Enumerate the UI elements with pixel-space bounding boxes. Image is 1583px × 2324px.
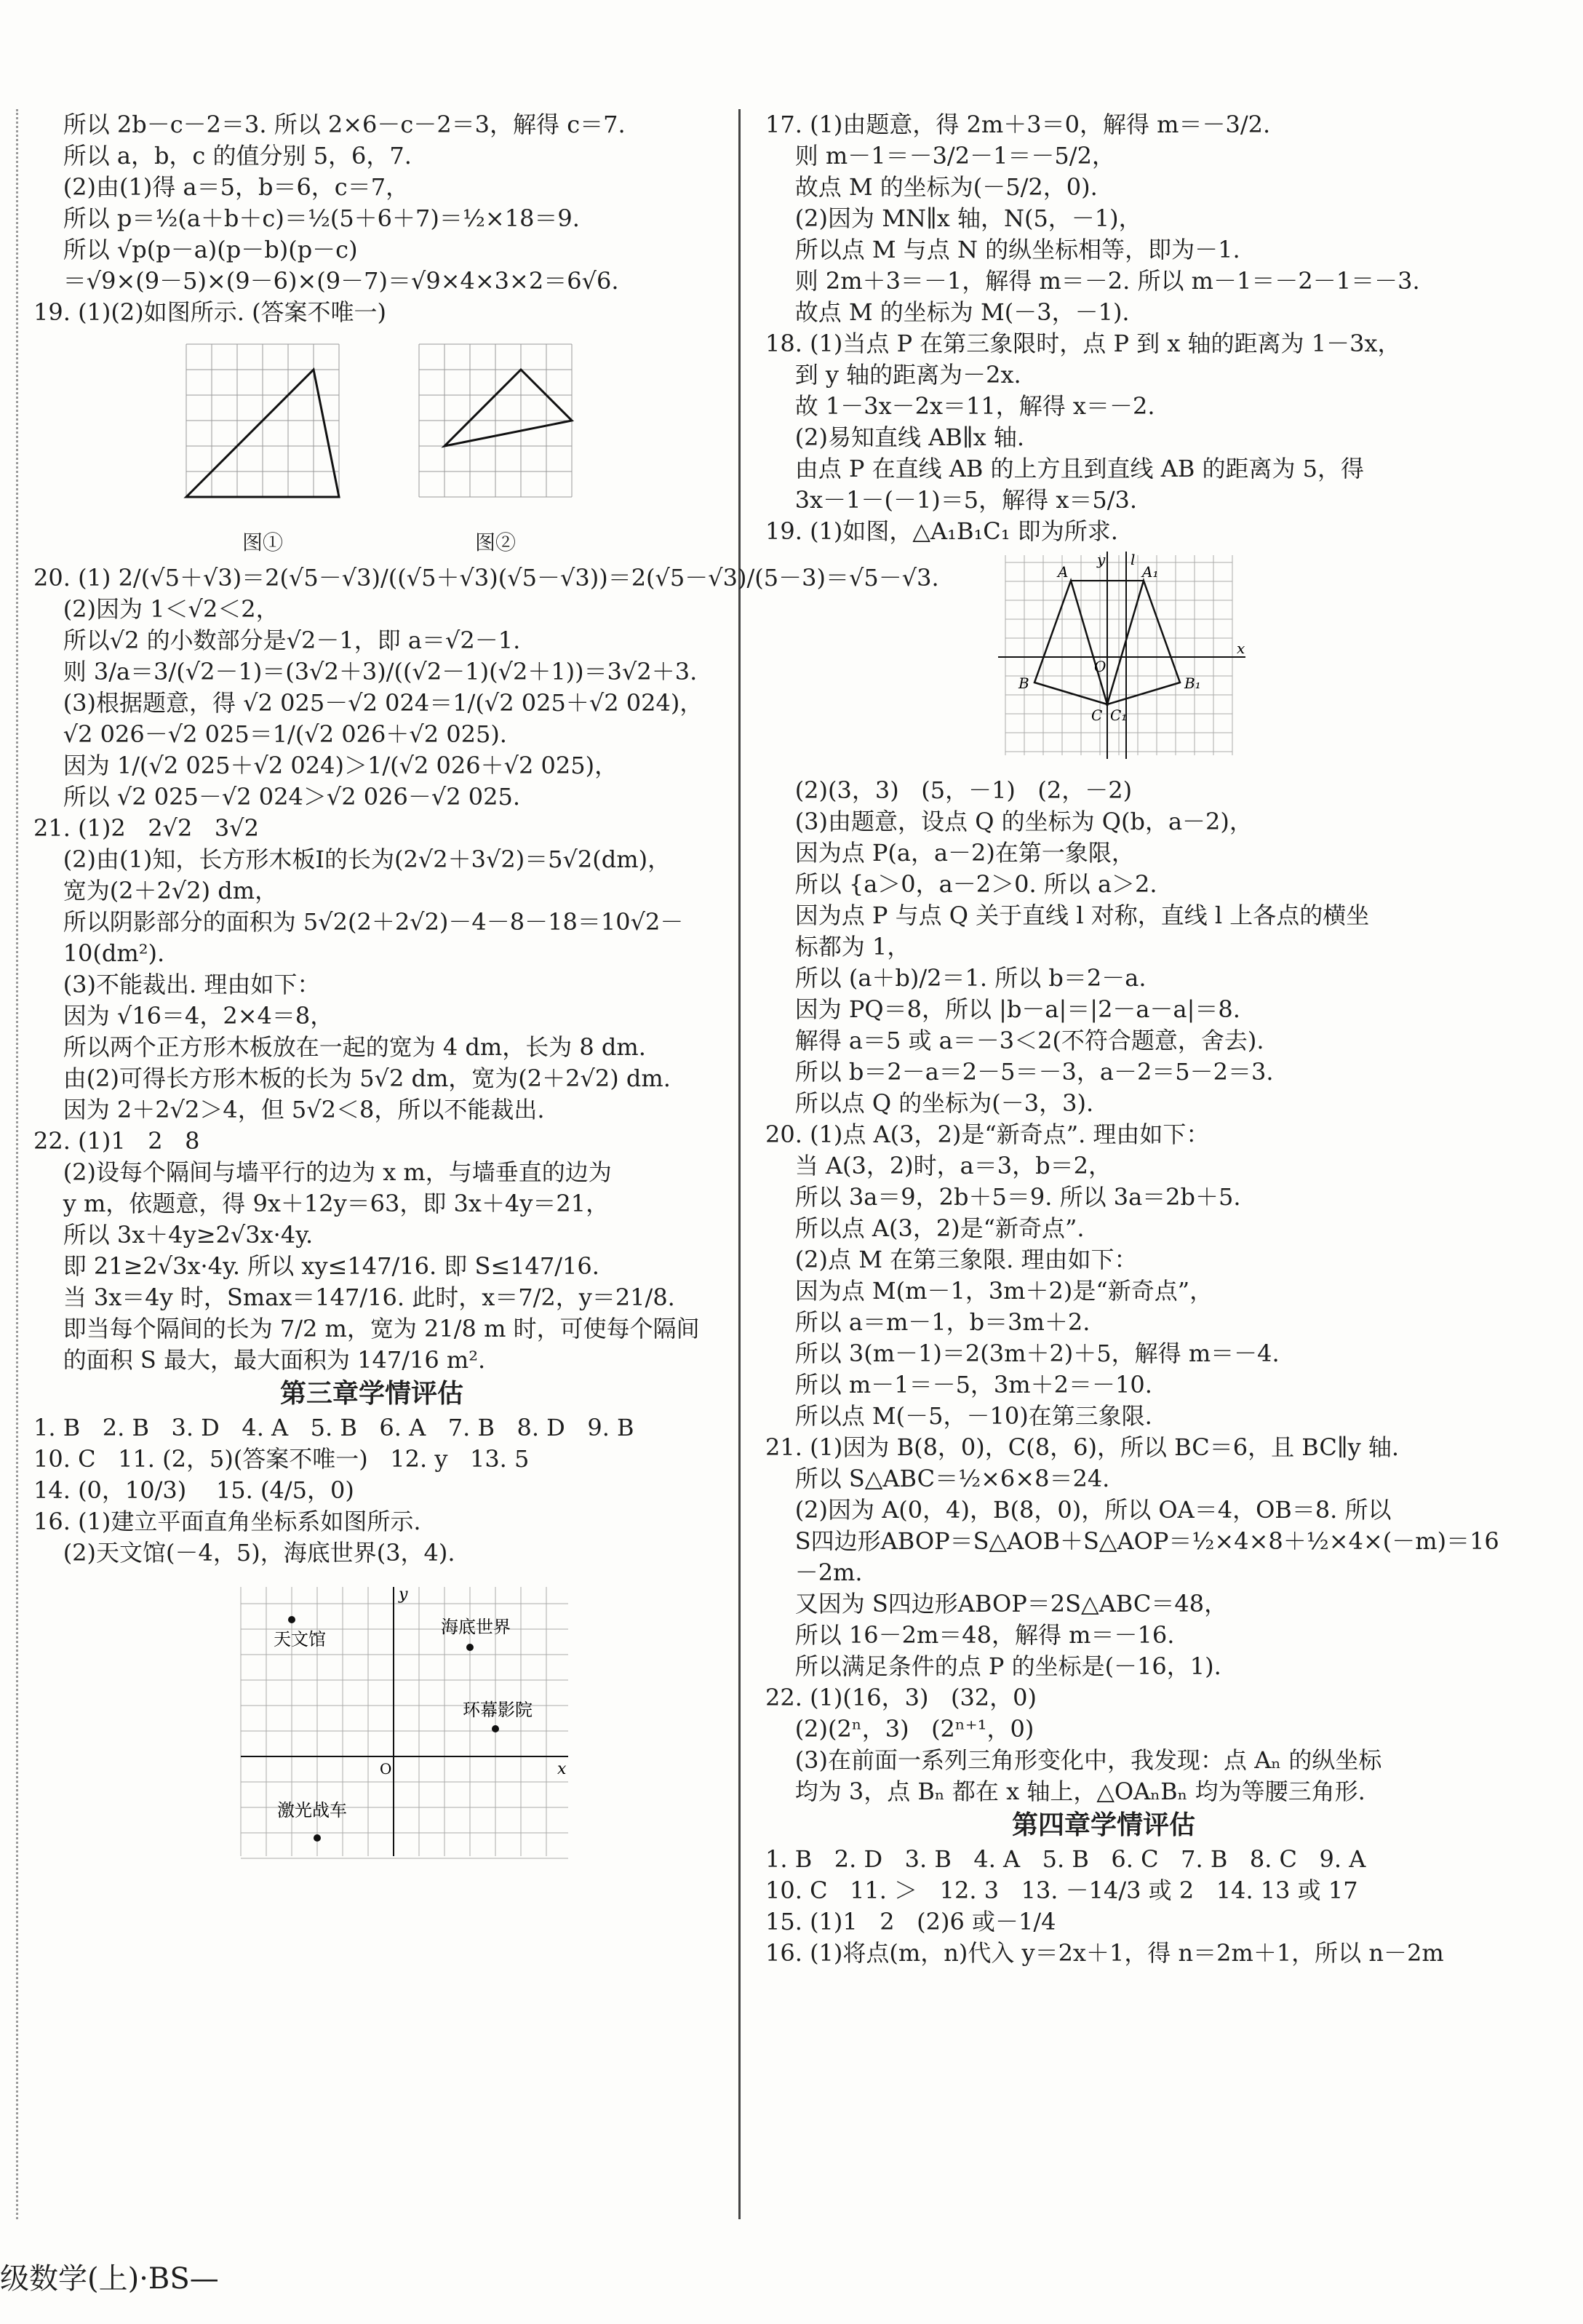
text-line: 20. (1)点 A(3，2)是“新奇点”. 理由如下： [765, 1121, 1210, 1148]
text-line: 当 3x＝4y 时，Smax＝147/16. 此时，x＝7/2，y＝21/8. [33, 1284, 675, 1311]
text-line: √2 026－√2 025＝1/(√2 026＋√2 025). [33, 720, 507, 748]
label-laser-car: 激光战车 [277, 1800, 347, 1820]
figure-19-right [765, 552, 1442, 771]
x-axis-label: x [1237, 640, 1245, 657]
symmetry-grid [998, 552, 1253, 763]
figure-19 [33, 337, 710, 558]
text-line: (2)点 M 在第三象限. 理由如下： [765, 1246, 1138, 1273]
right-column [765, 109, 1499, 1969]
text-line: 16. (1)建立平面直角坐标系如图所示. [33, 1508, 421, 1535]
text-line: (2)由(1)得 a＝5，b＝6，c＝7， [33, 173, 410, 201]
text-line: 所以 √p(p－a)(p－b)(p－c) [33, 236, 358, 263]
text-line: 则 2m＋3＝－1，解得 m＝－2. 所以 m－1＝－2－1＝－3. [765, 267, 1420, 295]
text-line: (3)由题意，设点 Q 的坐标为 Q(b，a－2)， [765, 808, 1253, 835]
label-aquarium: 海底世界 [441, 1617, 511, 1637]
text-line: S四边形ABOP＝S△AOB＋S△AOP＝½×4×8＋½×4×(－m)＝16 [765, 1527, 1499, 1555]
text-line: 15. (1)1 2 (2)6 或－1/4 [765, 1908, 1056, 1935]
text-line: (2)(3，3) (5，－1) (2，－2) [765, 776, 1133, 804]
text-line: 10. C 11. ＞ 12. 3 13. －14/3 或 2 14. 13 或 17 [765, 1877, 1358, 1904]
x-axis-label: x [557, 1760, 567, 1778]
text-line: 由(2)可得长方形木板的长为 5√2 dm，宽为(2＋2√2) dm. [33, 1064, 671, 1092]
text-line: (3)根据题意，得 √2 025－√2 024＝1/(√2 025＋√2 024)， [33, 689, 703, 717]
text-line: 又因为 S四边形ABOP＝2S△ABC＝48， [765, 1590, 1228, 1617]
text-line: 所以 p＝½(a＋b＋c)＝½(5＋6＋7)＝½×18＝9. [33, 204, 580, 232]
coordinate-map [237, 1583, 572, 1860]
text-line: 所以 S△ABC＝½×6×8＝24. [765, 1465, 1110, 1492]
text-line: 所以满足条件的点 P 的坐标是(－16，1). [765, 1652, 1221, 1680]
section-title-chapter3: 第三章学情评估 [279, 1379, 463, 1409]
text-line: 标都为 1， [765, 933, 911, 960]
text-line: 故 1－3x－2x＝11，解得 x＝－2. [765, 392, 1155, 420]
text-line: (2)天文馆(－4，5)，海底世界(3，4). [33, 1539, 455, 1567]
point-B-label: B [1018, 674, 1029, 692]
text-line: 因为 1/(√2 025＋√2 024)＞1/(√2 026＋√2 025)， [33, 752, 618, 779]
label-cinema: 环幕影院 [463, 1700, 533, 1720]
text-line: 所以 b＝2－a＝2－5＝－3，a－2＝5－2＝3. [765, 1058, 1274, 1086]
text-line: 由点 P 在直线 AB 的上方且到直线 AB 的距离为 5，得 [765, 455, 1365, 482]
text-line: 21. (1)因为 B(8，0)，C(8，6)，所以 BC＝6，且 BC∥y 轴. [765, 1433, 1400, 1461]
text-line: 故点 M 的坐标为 M(－3，－1). [765, 298, 1130, 326]
text-line: y m，依题意，得 9x＋12y＝63，即 3x＋4y＝21， [33, 1190, 610, 1217]
grid-figure-2 [412, 337, 579, 519]
text-line: 所以点 A(3，2)是“新奇点”. [765, 1214, 1085, 1242]
page-footer: 级数学(上)·BS— [0, 2262, 219, 2296]
section-title-chapter4: 第四章学情评估 [1011, 1810, 1195, 1840]
text-line: 19. (1)(2)如图所示. (答案不唯一) [33, 298, 387, 326]
text-line: 所以两个正方形木板放在一起的宽为 4 dm，长为 8 dm. [33, 1033, 646, 1061]
text-line: 则 m－1＝－3/2－1＝－5/2， [765, 142, 1115, 170]
text-line: 20. (1) 2/(√5＋√3)＝2(√5－√3)/((√5＋√3)(√5－√3))＝2(√5－√3)/(5－3)＝√5－√3. [33, 564, 939, 592]
text-line: (2)因为 1＜√2＜2， [33, 595, 279, 623]
text-line: 即当每个隔间的长为 7/2 m，宽为 21/8 m 时，可使每个隔间 [33, 1315, 700, 1342]
point-C1-label: C₁ [1110, 707, 1128, 724]
text-line: 所以阴影部分的面积为 5√2(2＋2√2)－4－8－18＝10√2－ [33, 908, 684, 936]
text-line: 14. (0，10/3) 15. (4/5，0) [33, 1476, 354, 1504]
text-line: 即 21≥2√3x·4y. 所以 xy≤147/16. 即 S≤147/16. [33, 1252, 599, 1280]
text-line: (2)因为 MN∥x 轴，N(5，－1)， [765, 204, 1142, 232]
text-line: 19. (1)如图，△A₁B₁C₁ 即为所求. [765, 517, 1118, 545]
label-observatory: 天文馆 [274, 1629, 326, 1650]
point-C-label: C [1091, 707, 1103, 724]
origin-label: O [380, 1760, 392, 1778]
text-line: 均为 3，点 Bₙ 都在 x 轴上，△OAₙBₙ 均为等腰三角形. [765, 1778, 1365, 1805]
text-line: 所以 3x＋4y≥2√3x·4y. [33, 1221, 314, 1249]
text-line: 所以 m－1＝－5，3m＋2＝－10. [765, 1371, 1152, 1398]
text-line: 因为点 P 与点 Q 关于直线 l 对称，直线 l 上各点的横坐 [765, 902, 1370, 929]
point-B1-label: B₁ [1184, 674, 1201, 692]
text-line: (3)不能裁出. 理由如下： [33, 971, 321, 998]
line-l-label: l [1131, 552, 1136, 568]
figure-caption-1: 图① [242, 530, 283, 554]
column-divider [738, 109, 741, 2219]
text-line: ＝√9×(9－5)×(9－6)×(9－7)＝√9×4×3×2＝6√6. [33, 267, 619, 295]
text-line: 所以 a＝m－1，b＝3m＋2. [765, 1308, 1090, 1336]
text-line: 所以点 M 与点 N 的纵坐标相等，即为－1. [765, 236, 1240, 263]
text-line: 21. (1)2 2√2 3√2 [33, 814, 259, 842]
text-line: 所以 3a＝9，2b＋5＝9. 所以 3a＝2b＋5. [765, 1183, 1241, 1211]
text-line: 到 y 轴的距离为－2x. [765, 361, 1021, 389]
text-line: 1. B 2. B 3. D 4. A 5. B 6. A 7. B 8. D 9. B [33, 1414, 634, 1441]
text-line: 所以点 Q 的坐标为(－3，3). [765, 1089, 1094, 1117]
text-line: (3)在前面一系列三角形变化中，我发现：点 Aₙ 的纵坐标 [765, 1746, 1382, 1774]
figure-caption-2: 图② [474, 530, 516, 554]
text-line: 16. (1)将点(m，n)代入 y＝2x＋1，得 n＝2m＋1，所以 n－2m [765, 1939, 1444, 1967]
text-line: 22. (1)(16，3) (32，0) [765, 1684, 1037, 1711]
text-line: 所以 2b－c－2＝3. 所以 2×6－c－2＝3，解得 c＝7. [33, 111, 626, 138]
text-line: 宽为(2＋2√2) dm， [33, 877, 279, 904]
binding-dotted-line [16, 109, 24, 2219]
text-line: 所以 a，b，c 的值分别 5，6，7. [33, 142, 412, 170]
figure-16 [33, 1583, 710, 1868]
origin-label: O [1094, 658, 1106, 675]
text-line: (2)易知直线 AB∥x 轴. [765, 423, 1024, 451]
text-line: 当 A(3，2)时，a＝3，b＝2， [765, 1152, 1112, 1179]
y-axis-label: y [1097, 552, 1106, 568]
text-line: 17. (1)由题意，得 2m＋3＝0，解得 m＝－3/2. [765, 111, 1271, 138]
text-line: 所以 (a＋b)/2＝1. 所以 b＝2－a. [765, 964, 1147, 992]
text-line: 18. (1)当点 P 在第三象限时，点 P 到 x 轴的距离为 1－3x， [765, 330, 1401, 357]
y-axis-label: y [399, 1585, 408, 1604]
text-line: 因为点 P(a，a－2)在第一象限， [765, 839, 1135, 867]
text-line: 因为 PQ＝8，所以 |b－a|＝|2－a－a|＝8. [765, 995, 1240, 1023]
text-line: (2)因为 A(0，4)，B(8，0)，所以 OA＝4，OB＝8. 所以 [765, 1496, 1392, 1524]
text-line: 所以点 M(－5，－10)在第三象限. [765, 1402, 1152, 1430]
text-line: (2)由(1)知，长方形木板Ⅰ的长为(2√2＋3√2)＝5√2(dm)， [33, 845, 671, 873]
text-line: (2)(2ⁿ，3) (2ⁿ⁺¹，0) [765, 1715, 1034, 1743]
text-line: 10(dm²). [33, 939, 165, 967]
text-line: 1. B 2. D 3. B 4. A 5. B 6. C 7. B 8. C 9. A [765, 1845, 1366, 1873]
text-line: 因为点 M(m－1，3m＋2)是“新奇点”， [765, 1277, 1213, 1305]
point-A1-label: A₁ [1142, 563, 1159, 581]
text-line: 22. (1)1 2 8 [33, 1127, 200, 1155]
grid-figure-1 [179, 337, 346, 519]
text-line: 所以 √2 025－√2 024＞√2 026－√2 025. [33, 783, 521, 811]
text-line: －2m. [765, 1559, 863, 1586]
text-line: (2)设每个隔间与墙平行的边为 x m，与墙垂直的边为 [33, 1158, 612, 1186]
text-line: 所以√2 的小数部分是√2－1，即 a＝√2－1. [33, 626, 521, 654]
point-A-label: A [1058, 563, 1069, 581]
text-line: 因为 2＋2√2＞4，但 5√2＜8，所以不能裁出. [33, 1096, 545, 1123]
text-line: 故点 M 的坐标为(－5/2，0). [765, 173, 1098, 201]
text-line: 因为 √16＝4，2×4＝8， [33, 1002, 334, 1030]
text-line: 所以 16－2m＝48，解得 m＝－16. [765, 1621, 1175, 1649]
text-line: 3x－1－(－1)＝5，解得 x＝5/3. [765, 486, 1138, 514]
text-line: 所以 3(m－1)＝2(3m＋2)＋5，解得 m＝－4. [765, 1340, 1280, 1367]
text-line: 所以 {a＞0，a－2＞0. 所以 a＞2. [765, 870, 1157, 898]
text-line: 的面积 S 最大，最大面积为 147/16 m². [33, 1346, 486, 1374]
text-line: 解得 a＝5 或 a＝－3＜2(不符合题意，舍去). [765, 1027, 1264, 1054]
text-line: 则 3/a＝3/(√2－1)＝(3√2＋3)/((√2－1)(√2＋1))＝3√2＋3. [33, 658, 698, 685]
text-line: 10. C 11. (2，5)(答案不唯一) 12. y 13. 5 [33, 1445, 530, 1473]
